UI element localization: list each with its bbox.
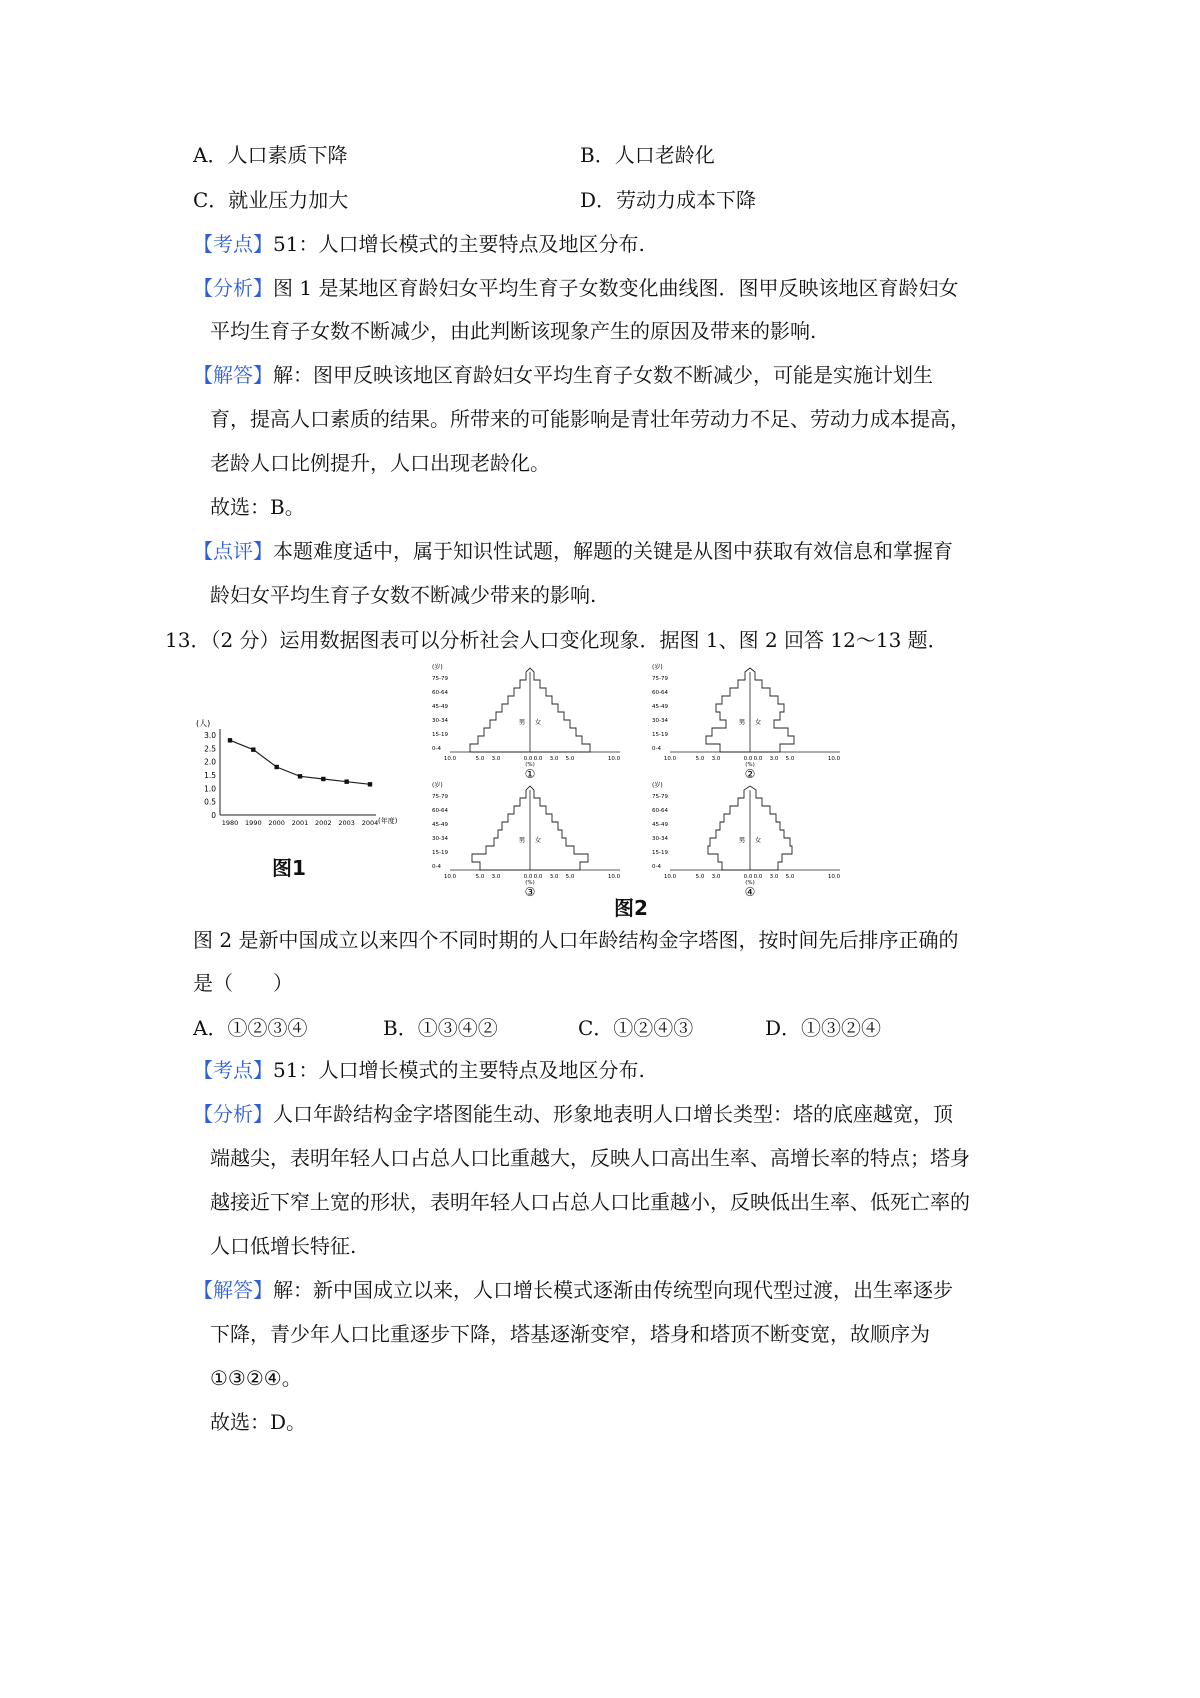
x-tick-label: 0.0 xyxy=(523,874,533,880)
q12-answer: 故选：B。 xyxy=(210,495,305,519)
y-tick-label: 0 xyxy=(211,811,216,820)
kaodian-tag: 【考点】 xyxy=(193,1058,273,1082)
panel-number: ④ xyxy=(744,885,756,899)
q13-jieda-line-1: 【解答】解：新中国成立以来，人口增长模式逐渐由传统型向现代型过渡，出生率逐步 xyxy=(193,1278,953,1302)
y-tick-label: 2.5 xyxy=(204,744,216,754)
y-tick-label: 1.5 xyxy=(204,771,216,780)
q12-option-d: D．劳动力成本下降 xyxy=(580,188,757,212)
pct-unit: (%) xyxy=(745,880,755,886)
age-label: 0-4 xyxy=(432,746,441,752)
jieda-tag: 【解答】 xyxy=(193,1278,273,1302)
x-axis-unit: (年度) xyxy=(378,817,398,825)
age-label: 75-79 xyxy=(432,794,448,800)
x-tick-label: 0.0 xyxy=(753,874,763,880)
age-label: 15-19 xyxy=(652,732,668,738)
pct-unit: (%) xyxy=(745,762,755,768)
figure-2-title: 图2 xyxy=(614,896,648,920)
q13-option-d: D．①③②④ xyxy=(765,1016,882,1040)
y-tick-label: 2.0 xyxy=(204,757,216,767)
x-tick-label: 5.0 xyxy=(785,756,795,762)
q13-answer: 故选：D。 xyxy=(210,1410,307,1434)
q13-fenxi-line-1: 【分析】人口年龄结构金字塔图能生动、形象地表明人口增长类型：塔的底座越宽，顶 xyxy=(193,1102,953,1126)
x-tick-label: 0.0 xyxy=(533,756,543,762)
x-tick-label: 3.0 xyxy=(711,756,721,762)
x-tick-label: 3.0 xyxy=(711,874,721,880)
q13-jieda-line-2: 下降，青少年人口比重逐步下降，塔基逐渐变窄，塔身和塔顶不断变宽，故顺序为 xyxy=(210,1322,930,1346)
q12-option-b: B．人口老龄化 xyxy=(580,143,715,167)
x-tick-label: 3.0 xyxy=(491,874,501,880)
x-tick-label: 10.0 xyxy=(443,874,457,880)
age-label: 45-49 xyxy=(432,822,448,828)
x-tick-label: 10.0 xyxy=(827,756,841,762)
y-axis-unit: (人) xyxy=(196,719,211,728)
age-label: 15-19 xyxy=(432,732,448,738)
age-label: 45-49 xyxy=(652,822,668,828)
age-label: 30-34 xyxy=(652,718,668,724)
figure-1-line-chart xyxy=(190,715,398,830)
x-tick-label: 0.0 xyxy=(533,874,543,880)
q12-jieda-line-1: 【解答】解：图甲反映该地区育龄妇女平均生育子女数不断减少，可能是实施计划生 xyxy=(193,363,933,387)
x-tick-label: 1980 xyxy=(221,819,239,827)
male-label: 男 xyxy=(518,718,526,726)
kaodian-tag: 【考点】 xyxy=(193,232,273,256)
x-tick-label: 5.0 xyxy=(475,874,485,880)
age-label: 45-49 xyxy=(652,704,668,710)
q12-fenxi-line-1: 【分析】图 1 是某地区育龄妇女平均生育子女数变化曲线图．图甲反映该地区育龄妇女 xyxy=(193,276,959,300)
data-point xyxy=(228,738,232,742)
x-tick-label: 3.0 xyxy=(769,874,779,880)
age-label: 60-64 xyxy=(432,690,448,696)
x-tick-label: 10.0 xyxy=(663,874,677,880)
x-tick-label: 10.0 xyxy=(827,874,841,880)
pyramid-panel-1 xyxy=(432,663,621,781)
fenxi-tag: 【分析】 xyxy=(193,276,273,300)
x-tick-label: 2000 xyxy=(268,819,285,827)
q13-fenxi-line-4: 人口低增长特征. xyxy=(210,1234,357,1258)
male-label: 男 xyxy=(738,718,746,726)
q12-kaodian: 【考点】51：人口增长模式的主要特点及地区分布. xyxy=(193,232,645,256)
data-point xyxy=(251,747,255,751)
x-tick-label: 0.0 xyxy=(523,756,533,762)
x-tick-label: 3.0 xyxy=(769,756,779,762)
pyramid-panel-4 xyxy=(652,781,841,899)
q13-question-line-2: 是（ ） xyxy=(193,971,293,995)
figure-1-title: 图1 xyxy=(272,856,306,880)
q13-question-line-1: 图 2 是新中国成立以来四个不同时期的人口年龄结构金字塔图，按时间先后排序正确的 xyxy=(193,928,959,952)
data-point xyxy=(298,774,302,778)
age-unit: (岁) xyxy=(652,664,663,671)
q12-fenxi-line-2: 平均生育子女数不断减少，由此判断该现象产生的原因及带来的影响. xyxy=(210,319,817,343)
x-tick-label: 5.0 xyxy=(565,756,575,762)
data-point xyxy=(274,765,278,769)
age-label: 60-64 xyxy=(652,808,668,814)
q13-kaodian: 【考点】51：人口增长模式的主要特点及地区分布. xyxy=(193,1058,645,1082)
q12-option-c: C．就业压力加大 xyxy=(193,188,349,212)
y-tick-label: 1.0 xyxy=(204,784,216,794)
age-label: 30-34 xyxy=(652,836,668,842)
x-tick-label: 2001 xyxy=(291,819,309,827)
female-label: 女 xyxy=(534,718,542,726)
x-tick-label: 2002 xyxy=(315,819,332,827)
q12-dianping-line-2: 龄妇女平均生育子女数不断减少带来的影响. xyxy=(210,583,597,607)
age-label: 45-49 xyxy=(432,704,448,710)
pct-unit: (%) xyxy=(525,880,535,886)
figure-2-population-pyramids xyxy=(420,660,840,900)
q13-fenxi-line-3: 越接近下窄上宽的形状，表明年轻人口占总人口比重越小，反映低出生率、低死亡率的 xyxy=(210,1190,970,1214)
panel-number: ② xyxy=(744,767,756,781)
male-label: 男 xyxy=(738,836,746,844)
q12-option-a: A．人口素质下降 xyxy=(193,143,348,167)
y-tick-label: 0.5 xyxy=(204,797,216,807)
age-label: 15-19 xyxy=(432,850,448,856)
pyramid-panel-2 xyxy=(652,663,841,781)
q13-jieda-line-3: ①③②④。 xyxy=(210,1366,302,1390)
age-label: 60-64 xyxy=(432,808,448,814)
x-tick-label: 0.0 xyxy=(743,874,753,880)
data-point xyxy=(368,782,372,786)
age-label: 30-34 xyxy=(432,836,448,842)
x-tick-label: 3.0 xyxy=(549,756,559,762)
x-tick-label: 2004 xyxy=(361,819,379,827)
x-tick-label: 5.0 xyxy=(475,756,485,762)
data-point xyxy=(344,779,348,783)
x-tick-label: 5.0 xyxy=(695,756,705,762)
x-tick-label: 3.0 xyxy=(491,756,501,762)
x-tick-label: 10.0 xyxy=(443,756,457,762)
female-label: 女 xyxy=(754,718,762,726)
x-tick-label: 10.0 xyxy=(607,756,621,762)
x-tick-label: 2003 xyxy=(338,819,355,827)
age-unit: (岁) xyxy=(432,664,443,671)
age-label: 75-79 xyxy=(652,676,668,682)
x-tick-label: 5.0 xyxy=(695,874,705,880)
x-tick-label: 5.0 xyxy=(785,874,795,880)
female-label: 女 xyxy=(754,836,762,844)
female-label: 女 xyxy=(534,836,542,844)
q12-dianping-line-1: 【点评】本题难度适中，属于知识性试题，解题的关键是从图中获取有效信息和掌握育 xyxy=(193,539,953,563)
q13-option-c: C．①②④③ xyxy=(578,1016,694,1040)
age-label: 75-79 xyxy=(652,794,668,800)
q13-stem: 13．（2 分）运用数据图表可以分析社会人口变化现象．据图 1、图 2 回答 12～13 题． xyxy=(165,628,948,652)
age-label: 0-4 xyxy=(652,864,661,870)
age-label: 60-64 xyxy=(652,690,668,696)
q12-jieda-line-2: 育，提高人口素质的结果。所带来的可能影响是青壮年劳动力不足、劳动力成本提高， xyxy=(210,407,970,431)
age-label: 0-4 xyxy=(432,864,441,870)
male-label: 男 xyxy=(518,836,526,844)
x-tick-label: 10.0 xyxy=(663,756,677,762)
x-tick-label: 0.0 xyxy=(753,756,763,762)
x-tick-label: 0.0 xyxy=(743,756,753,762)
x-tick-label: 3.0 xyxy=(549,874,559,880)
q13-fenxi-line-2: 端越尖，表明年轻人口占总人口比重越大，反映人口高出生率、高增长率的特点；塔身 xyxy=(210,1146,970,1170)
age-label: 30-34 xyxy=(432,718,448,724)
jieda-tag: 【解答】 xyxy=(193,363,273,387)
y-tick-label: 3.0 xyxy=(204,731,216,740)
panel-number: ③ xyxy=(524,885,536,899)
pyramid-panel-3 xyxy=(432,781,621,899)
age-unit: (岁) xyxy=(432,782,443,789)
q13-option-a: A．①②③④ xyxy=(193,1016,308,1040)
x-tick-label: 5.0 xyxy=(565,874,575,880)
fenxi-tag: 【分析】 xyxy=(193,1102,273,1126)
data-point xyxy=(321,777,325,781)
age-label: 75-79 xyxy=(432,676,448,682)
q13-option-b: B．①③④② xyxy=(383,1016,498,1040)
age-unit: (岁) xyxy=(652,782,663,789)
q12-jieda-line-3: 老龄人口比例提升，人口出现老龄化。 xyxy=(210,451,550,475)
age-label: 15-19 xyxy=(652,850,668,856)
x-tick-label: 1990 xyxy=(245,819,262,827)
dianping-tag: 【点评】 xyxy=(193,539,273,563)
panel-number: ① xyxy=(524,767,536,781)
age-label: 0-4 xyxy=(652,746,661,752)
x-tick-label: 10.0 xyxy=(607,874,621,880)
pct-unit: (%) xyxy=(525,762,535,768)
